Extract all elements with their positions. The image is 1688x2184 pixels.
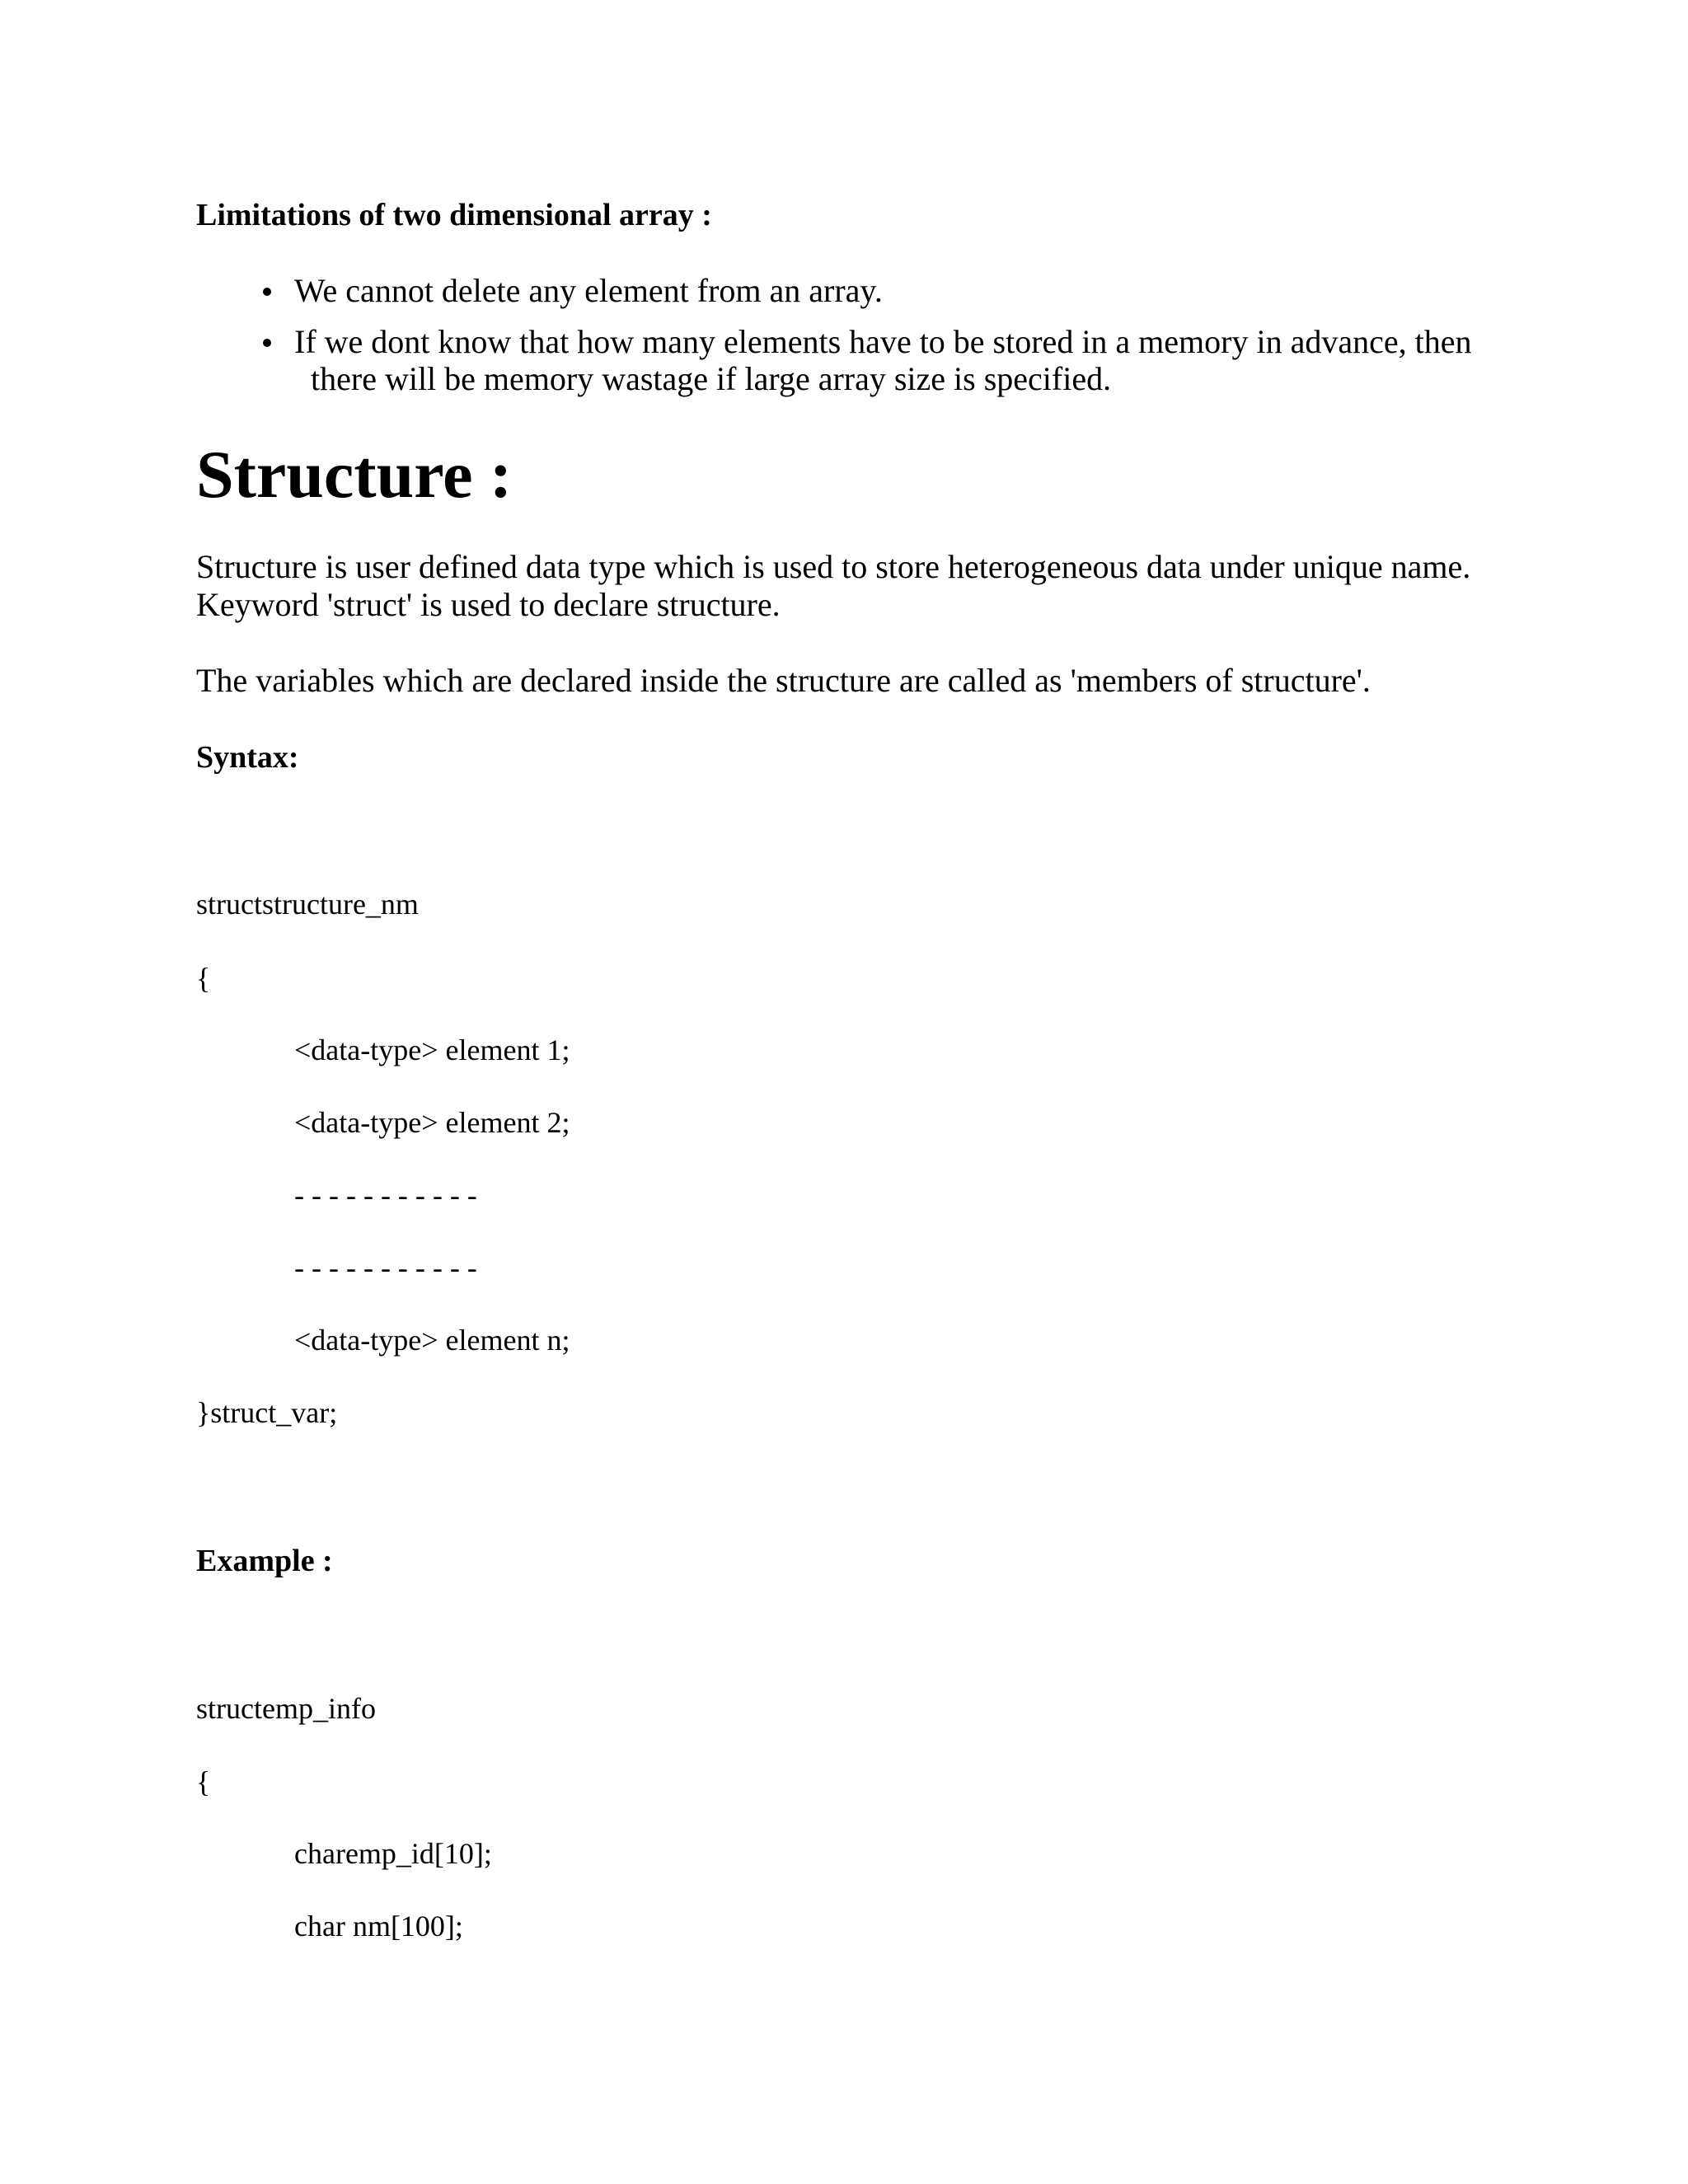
syntax-code-line: }struct_var;: [196, 1396, 338, 1429]
example-label: Example :: [196, 1544, 333, 1578]
limitation-bullet-2-line-2: there will be memory wastage if large array size is specified.: [311, 360, 1112, 397]
syntax-label: Syntax:: [196, 740, 299, 775]
structure-heading: Structure :: [196, 437, 513, 512]
syntax-code-line: structstructure_nm: [196, 888, 419, 921]
syntax-code-line: <data-type> element n;: [294, 1324, 570, 1357]
limitation-bullet-1: We cannot delete any element from an array.: [294, 272, 883, 309]
structure-members-paragraph: The variables which are declared inside the structure are called as 'members of structure'.: [196, 662, 1371, 699]
limitations-heading: Limitations of two dimensional array :: [196, 198, 712, 232]
structure-definition-line-1: Structure is user defined data type which is used to store heterogeneous data under unique name.: [196, 548, 1471, 585]
syntax-code-line: - - - - - - - - - - -: [294, 1179, 477, 1212]
syntax-code-line: <data-type> element 2;: [294, 1106, 570, 1139]
example-code-line: structemp_info: [196, 1692, 376, 1725]
example-code-line: {: [196, 1765, 211, 1798]
limitation-bullet-2-line-1: If we dont know that how many elements have to be stored in a memory in advance, then: [294, 323, 1472, 360]
syntax-code-line: <data-type> element 1;: [294, 1033, 570, 1066]
structure-definition-line-2: Keyword 'struct' is used to declare structure.: [196, 586, 781, 623]
bullet-dot-icon: [263, 339, 271, 347]
bullet-dot-icon: [263, 288, 271, 296]
example-code-line: char nm[100];: [294, 1910, 463, 1943]
syntax-code-line: {: [196, 962, 211, 995]
example-code-line: charemp_id[10];: [294, 1837, 492, 1870]
syntax-code-line: - - - - - - - - - - -: [294, 1251, 477, 1284]
